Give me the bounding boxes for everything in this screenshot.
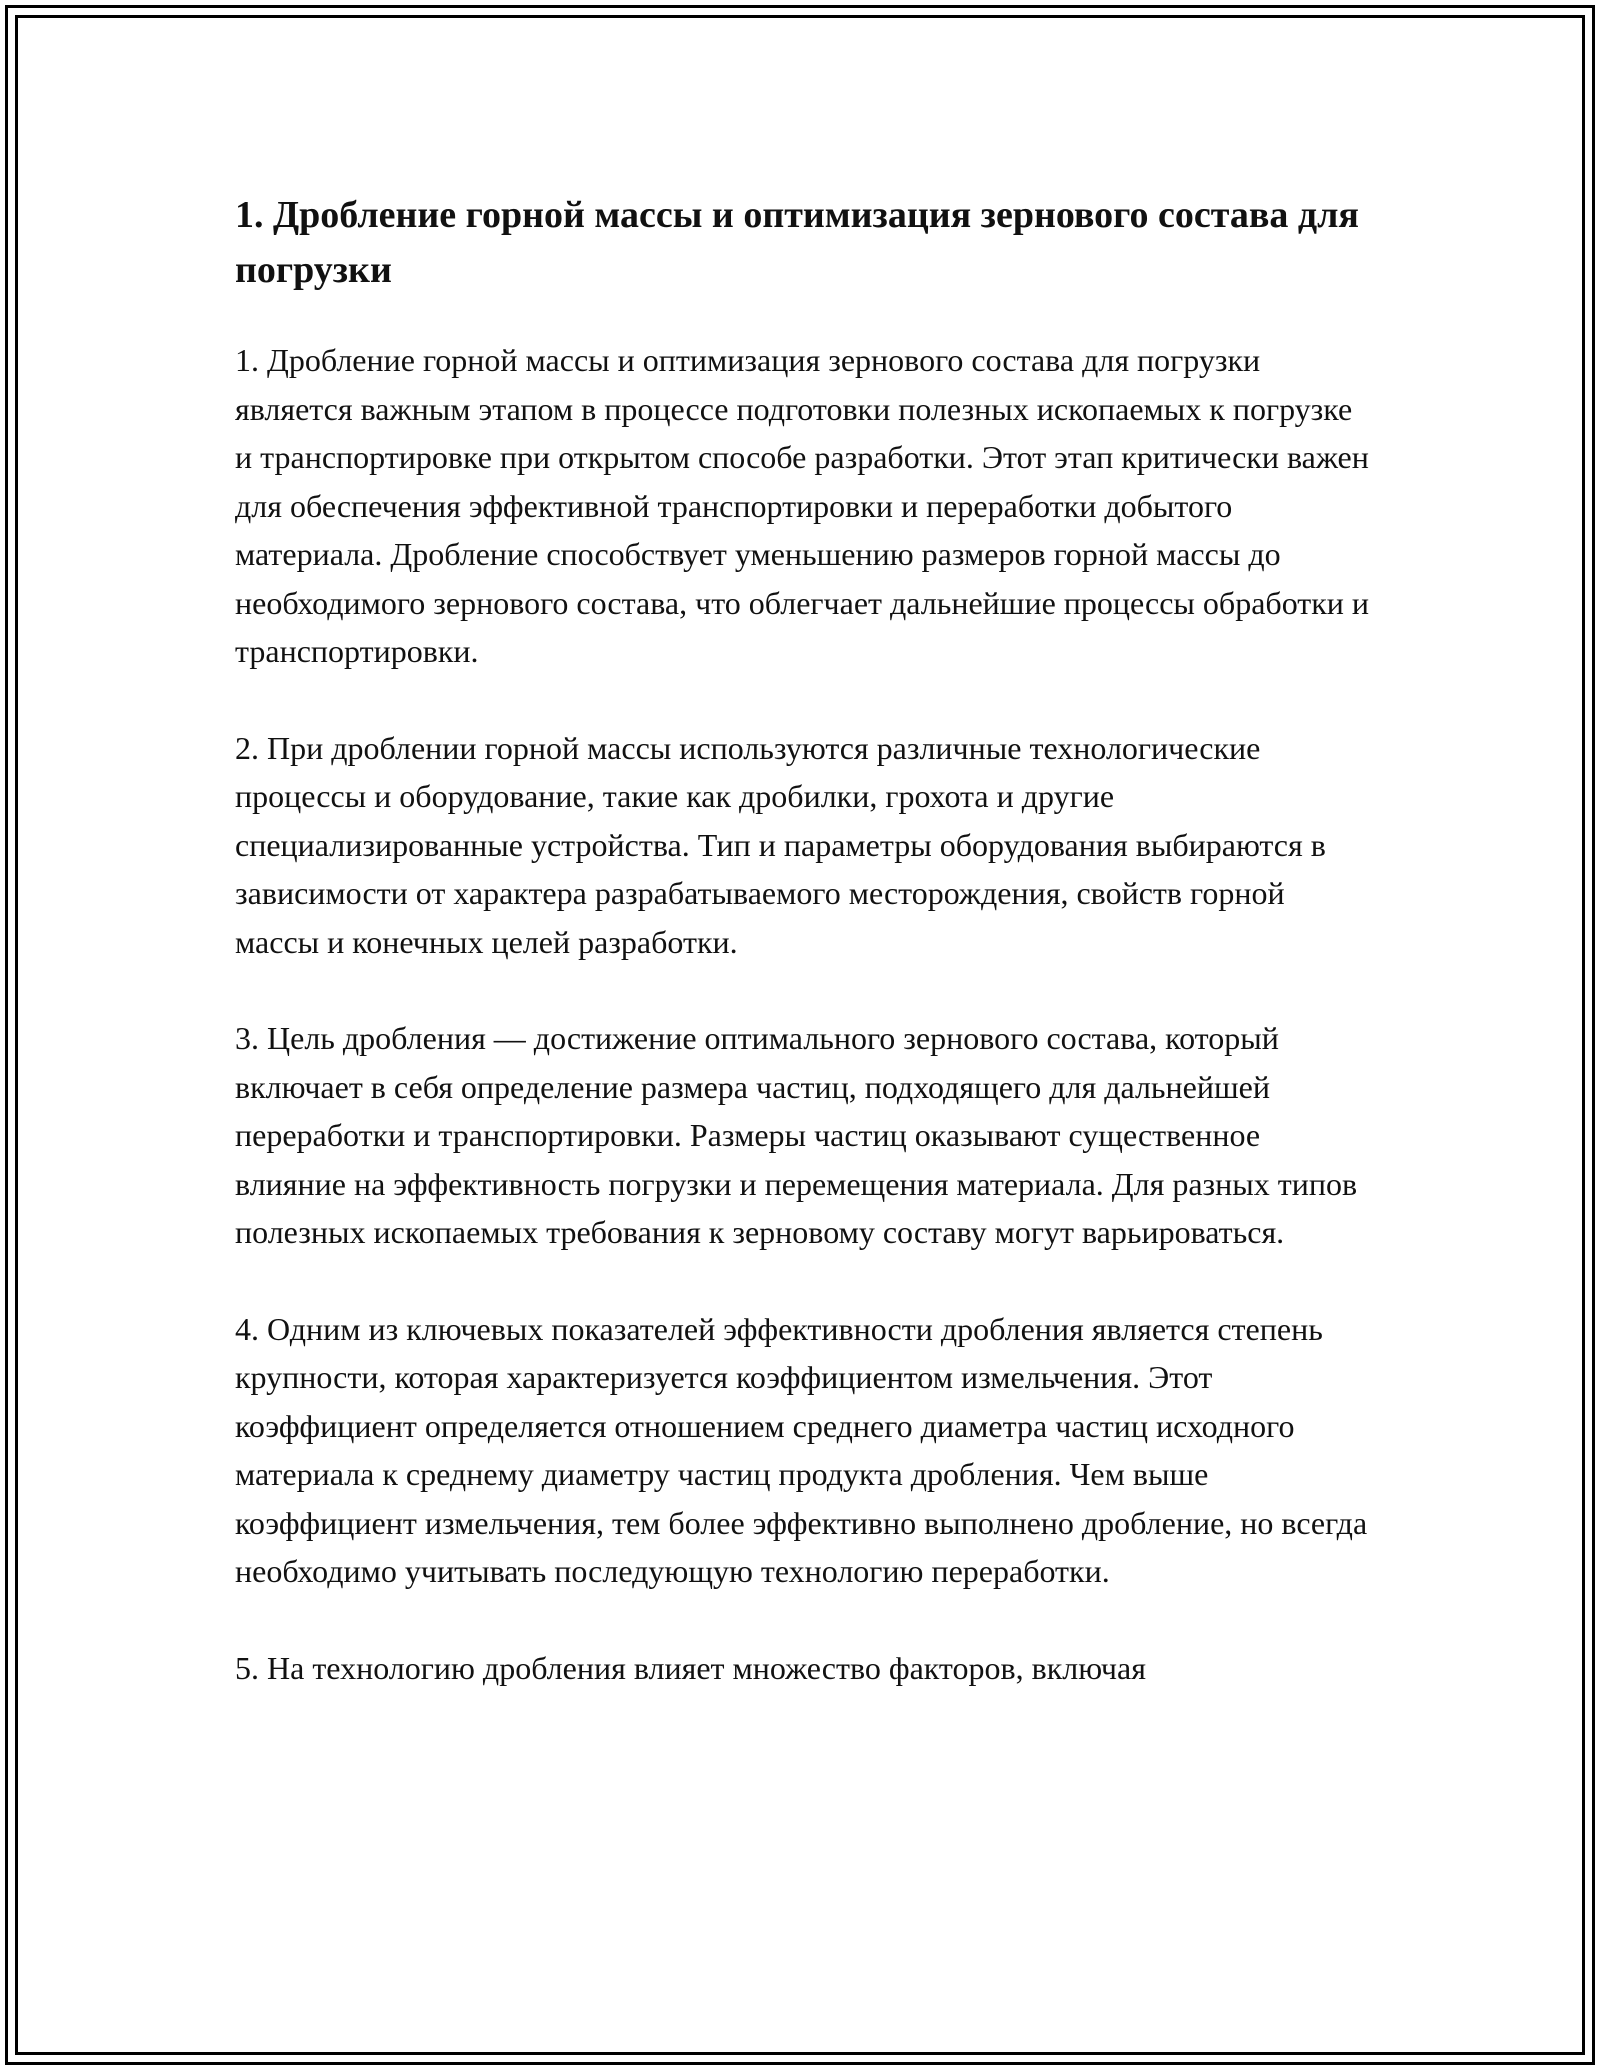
section-heading: 1. Дробление горной массы и оптимизация зернового состава для погрузки bbox=[235, 194, 1359, 291]
paragraph-3: 3. Цель дробления — достижение оптимального зернового состава, который включает в себя определение размера частиц, подходящего для дальнейшей переработки и транспортировки. Размеры частиц оказывают существенное влияние на эффективность погрузки и перемещения материала. Для разных типов полезных ископаемых требования к зерновому составу могут варьироваться. bbox=[235, 1020, 1358, 1250]
paragraph-1: 1. Дробление горной массы и оптимизация зернового состава для погрузки является важным этапом в процессе подготовки полезных ископаемых к погрузке и транспортировке при открытом способе разработки. Этот этап критически важен для обеспечения эффективной транспортировки и переработки добытого материала. Дробление способствует уменьшению размеров горной массы до необходимого зернового состава, что облегчает дальнейшие процессы обработки и транспортировки. bbox=[235, 342, 1370, 669]
paragraph-2: 2. При дроблении горной массы используются различные технологические процессы и оборудование, такие как дробилки, грохота и другие специализированные устройства. Тип и параметры оборудования выбираются в зависимости от характера разрабатываемого месторождения, свойств горной массы и конечных целей разработки. bbox=[235, 729, 1326, 960]
paragraph-4: 4. Одним из ключевых показателей эффективности дробления является степень крупности, которая характеризуется коэффициентом измельчения. Этот коэффициент определяется отношением среднего диаметра частиц исходного материала к среднему диаметру частиц продукта дробления. Чем выше коэффициент измельчения, тем более эффективно выполнено дробление, но всегда необходимо учитывать последующую технологию переработки. bbox=[235, 1310, 1368, 1589]
document-body bbox=[235, 188, 1375, 1740]
paragraph-5: 5. На технологию дробления влияет множество факторов, включая bbox=[235, 1649, 1146, 1686]
